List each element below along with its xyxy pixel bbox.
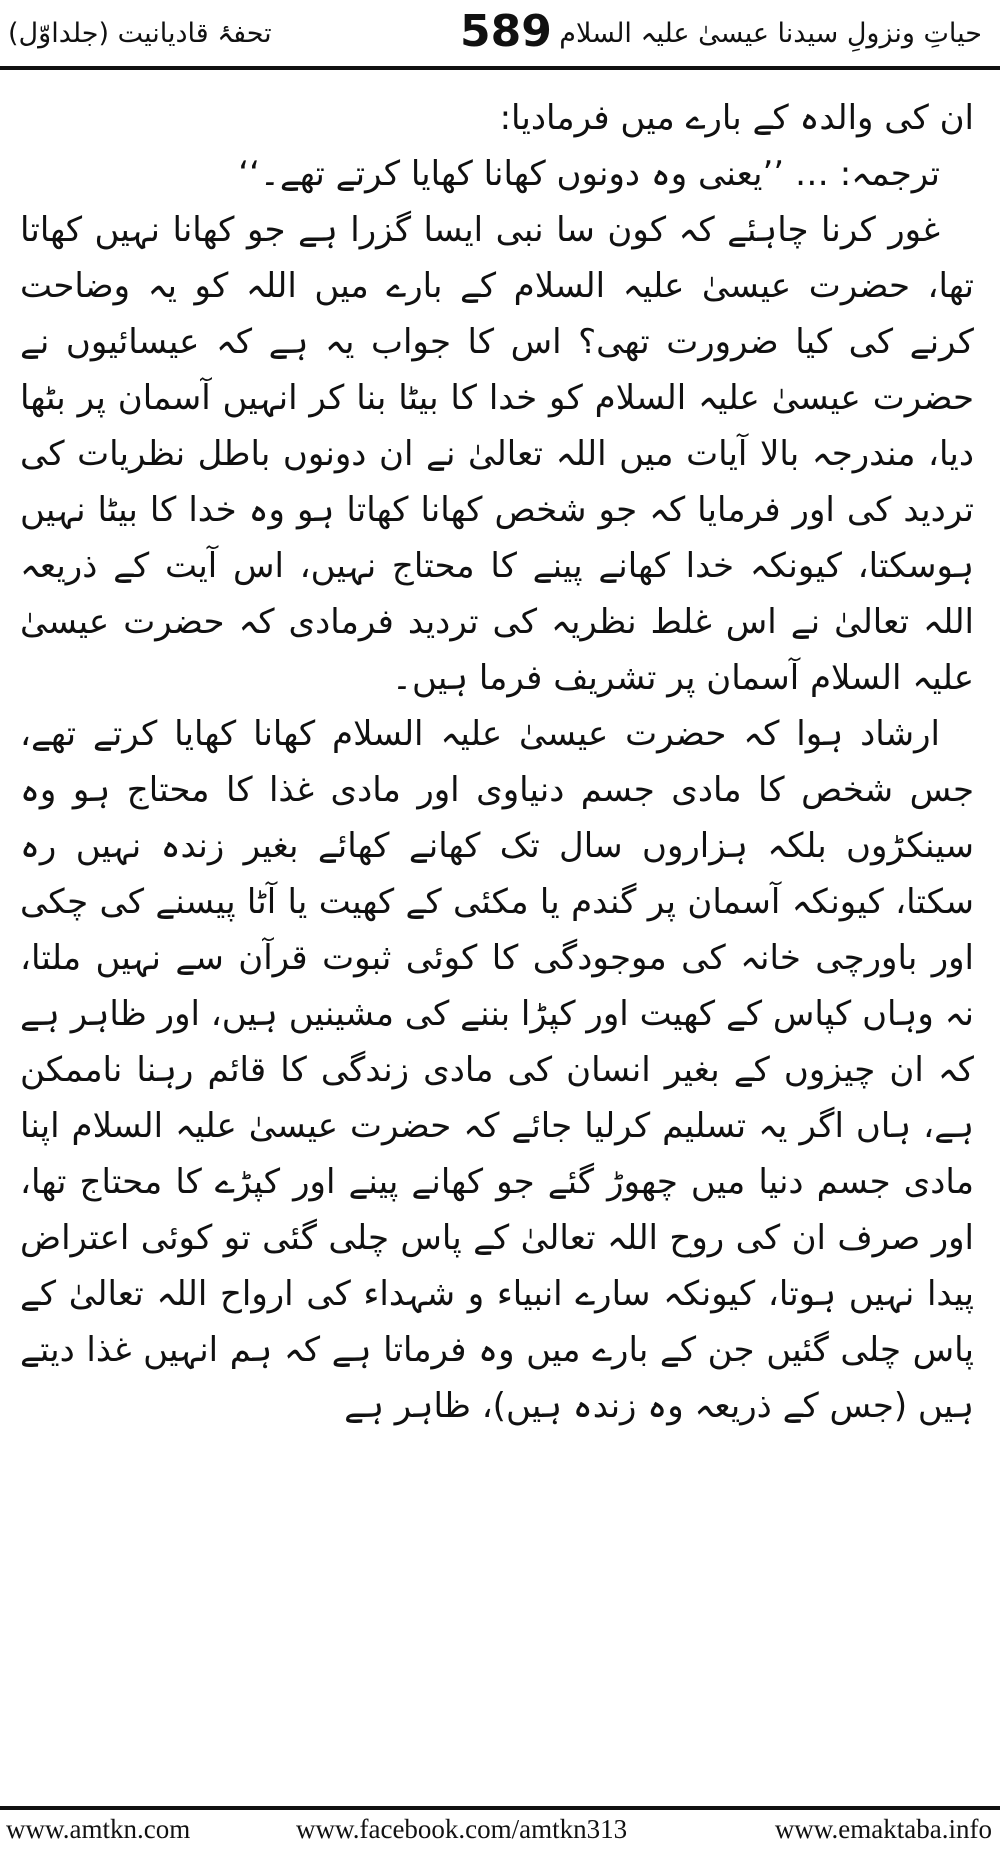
- paragraph: غور کرنا چاہئے کہ کون سا نبی ایسا گزرا ہے جو کھانا نہیں کھاتا تھا، حضرت عیسیٰ علیہ السلام کے بارے میں اللہ کو یہ وضاحت کرنے کی کیا ضرورت تھی؟ اس کا جواب یہ ہے کہ عیسائیوں نے حضرت عیسیٰ علیہ السلام کو خدا کا بیٹا بنا کر انہیں آسمان پر بٹھا دیا، مندرجہ بالا آیات میں اللہ تعالیٰ نے ان دونوں باطل نظریات کی تردید کی اور فرمایا کہ جو شخص کھانا کھاتا ہو وہ خدا کا بیٹا نہیں ہوسکتا، کیونکہ خدا کھانے پینے کا محتاج نہیں، اس آیت کے ذریعہ اللہ تعالیٰ نے اس غلط نظریہ کی تردید فرمادی کہ حضرت عیسیٰ علیہ السلام آسمان پر تشریف فرما ہیں۔: [20, 210, 974, 698]
- book-title: تحفۂ قادیانیت (جلداوّل): [8, 18, 272, 49]
- page-header: [0, 0, 1000, 64]
- footer-link-facebook[interactable]: www.facebook.com/amtkn313: [296, 1814, 628, 1844]
- footer-link-amtkn[interactable]: www.amtkn.com: [6, 1814, 191, 1844]
- footer-divider: [0, 1806, 1000, 1810]
- page-body: [20, 90, 974, 1798]
- page-number: 589: [460, 6, 552, 57]
- paragraph: ارشاد ہوا کہ حضرت عیسیٰ علیہ السلام کھانا کھایا کرتے تھے، جس شخص کا مادی جسم دنیاوی اور مادی غذا کا محتاج ہو وہ سینکڑوں بلکہ ہزاروں سال تک کھانے کھائے بغیر زندہ نہیں رہ سکتا، کیونکہ آسمان پر گندم یا مکئی کے کھیت یا آٹا پیسنے کی چکی اور باورچی خانہ کی موجودگی کا کوئی ثبوت قرآن سے نہیں ملتا، نہ وہاں کپاس کے کھیت اور کپڑا بننے کی مشینیں ہیں، اور ظاہر ہے کہ ان چیزوں کے بغیر انسان کی مادی زندگی کا قائم رہنا ناممکن ہے، ہاں اگر یہ تسلیم کرلیا جائے کہ حضرت عیسیٰ علیہ السلام اپنا مادی جسم دنیا میں چھوڑ گئے جو کھانے پینے اور کپڑے کا محتاج تھا، اور صرف ان کی روح اللہ تعالیٰ کے پاس چلی گئی تو کوئی اعتراض پیدا نہیں ہوتا، کیونکہ سارے انبیاء و شہداء کی ارواح اللہ تعالیٰ کے پاس چلی گئیں جن کے بارے میں وہ فرماتا ہے کہ ہم انہیں غذا دیتے ہیں (جس کے ذریعہ وہ زندہ ہیں)، ظاہر ہے: [20, 714, 974, 1426]
- paragraph-translation: ترجمہ: … ’’یعنی وہ دونوں کھانا کھایا کرتے تھے۔‘‘: [238, 154, 940, 194]
- paragraph-intro: ان کی والدہ کے بارے میں فرمادیا:: [499, 98, 974, 138]
- page-footer: [0, 1814, 1000, 1846]
- header-divider: [0, 66, 1000, 70]
- chapter-title: حیاتِ ونزولِ سیدنا عیسیٰ علیہ السلام: [559, 18, 982, 49]
- footer-link-emaktaba[interactable]: www.emaktaba.info: [774, 1814, 992, 1844]
